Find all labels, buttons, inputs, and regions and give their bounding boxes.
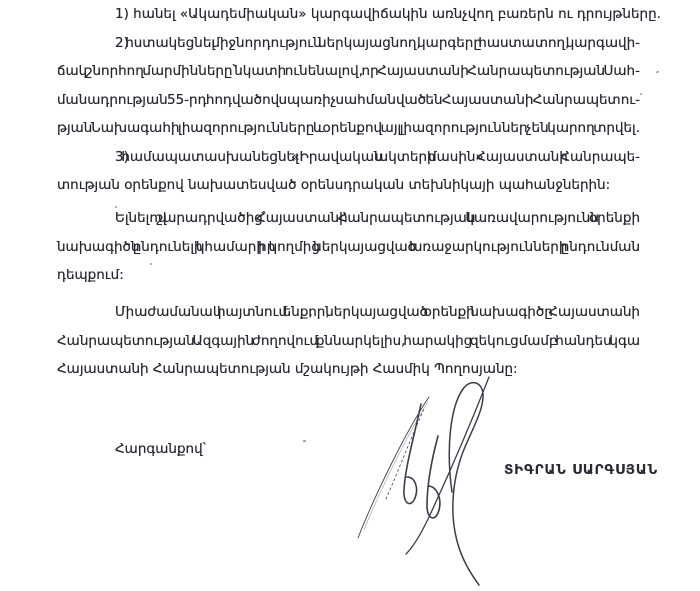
- scan-speck: [640, 93, 642, 95]
- document-body: [57, 0, 661, 384]
- document-line: տության օրենքով նախատեսված օրենսդրական տեխնիկայի պահանջներին:: [57, 177, 611, 193]
- document-line: 3) համապատասխանեցնել «Իրավական ակտերի մասին» Հայաստանի Հանրապե-: [115, 148, 640, 165]
- document-line: Հանրապետության Ազգային ժողովում քննարկելիս, հարակից զեկուցմամբ հանդես կգա: [57, 332, 640, 349]
- scan-speck: [115, 206, 117, 208]
- document-line: Հայաստանի Հանրապետության մշակույթի Հասմիկ Պողոսյանը:: [57, 361, 518, 377]
- document-line: Ելնելով շարադրվածից՝ Հայաստանի Հանրապետության կառավարությունն օրենքի: [115, 210, 640, 226]
- scan-speck: [656, 70, 660, 73]
- document-line: 2) հստակեցնել միջնորդություն ներկայացնող, կարգերը հաստատող, կարգավի-: [115, 34, 640, 51]
- document-line: Միաժամանակ հայտնում ենք, որ, ներկայացված օրենքի նախագիծը Հայաստանի: [115, 304, 640, 320]
- signer-name: ՏԻԳՐԱՆ ՍԱՐԳՍՅԱՆ: [504, 462, 658, 478]
- scan-speck: [303, 440, 306, 442]
- document-line: դեպքում:: [57, 267, 124, 283]
- document-line: մանադրության 55-րդ հոդվածով սպառիչ սահմանված են Հայաստանի Հանրապետու-: [57, 91, 640, 108]
- document-line: 1) հանել «Ակադեմիական» կարգավիճակին առնչվող բառերն ու դրույթները.: [115, 6, 661, 22]
- document-line: ճակ շնորհող մարմինները՝ նկատի ունենալով, որ Հայաստանի Հանրապետության Սահ-: [57, 63, 640, 79]
- scan-speck: [150, 263, 152, 265]
- document-line: նախագիծն ընդունելի կհամարի իր կողմից ներկայացված առաջարկությունների ընդունման: [57, 238, 640, 255]
- salutation-text: Հարգանքով՝: [115, 441, 206, 457]
- document-line: թյան Նախագահի լիազորությունները և օրենքով այլ լիազորություններ չեն կարող տրվել.: [57, 120, 640, 136]
- handwritten-signature: [340, 370, 520, 591]
